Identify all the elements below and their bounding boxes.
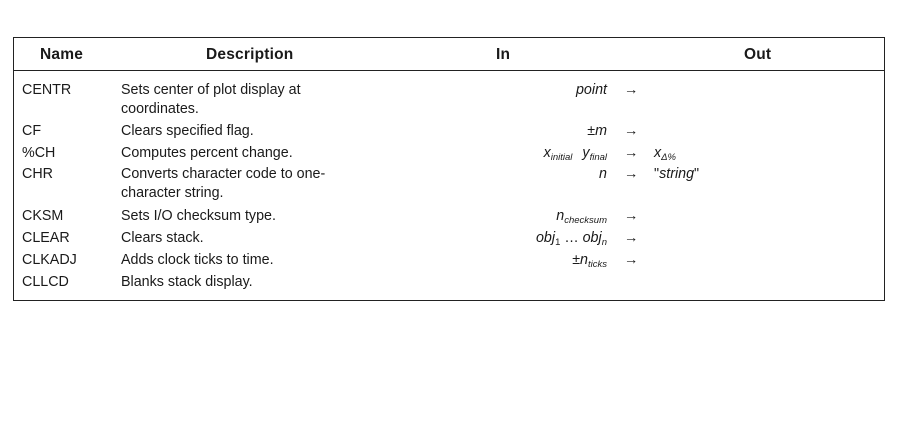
command-name: %CH xyxy=(22,145,56,161)
command-input xyxy=(536,229,607,248)
command-name: CKSM xyxy=(22,208,64,224)
command-name: CENTR xyxy=(22,82,72,98)
input-var: n xyxy=(580,252,588,268)
input-x-sub: initial xyxy=(550,152,573,163)
open-quote: " xyxy=(654,166,660,182)
command-name: CHR xyxy=(22,166,53,182)
input-x: x xyxy=(543,145,551,161)
command-input xyxy=(587,122,607,141)
arrow-icon: → xyxy=(624,166,639,182)
command-name: CF xyxy=(22,123,42,139)
command-input: point xyxy=(575,82,607,98)
ellipsis: … xyxy=(560,230,583,246)
header-description: Description xyxy=(206,46,294,63)
arrow-icon: → xyxy=(624,230,639,246)
header-in: In xyxy=(496,46,511,63)
table-header xyxy=(14,38,884,71)
input-obj-1: obj xyxy=(535,230,556,246)
command-description: Adds clock ticks to time. xyxy=(121,252,274,268)
command-input xyxy=(572,251,607,270)
output-x: x xyxy=(654,145,662,161)
command-input xyxy=(556,207,607,226)
command-description: Sets I/O checksum type. xyxy=(121,208,276,224)
input-sub: ticks xyxy=(588,259,607,270)
command-table xyxy=(13,37,885,301)
input-obj-n-sub: n xyxy=(601,237,607,248)
arrow-icon: → xyxy=(624,82,639,98)
command-output xyxy=(654,144,676,163)
command-description: Blanks stack display. xyxy=(121,274,253,290)
plus-minus-sign: ± xyxy=(587,123,596,139)
input-y: y xyxy=(582,145,590,161)
command-description: Computes percent change. xyxy=(121,145,293,161)
input-sub: checksum xyxy=(564,215,607,226)
header-out: Out xyxy=(744,46,772,63)
input-obj-1-sub: 1 xyxy=(555,237,561,248)
arrow-icon: → xyxy=(624,145,639,161)
arrow-icon: → xyxy=(624,123,639,139)
close-quote: " xyxy=(694,166,700,182)
command-input: n xyxy=(599,166,607,182)
input-var: m xyxy=(595,123,607,139)
command-description: Sets center of plot display at coordinates. xyxy=(121,82,301,117)
header-name: Name xyxy=(40,46,84,63)
command-name: CLKADJ xyxy=(22,252,77,268)
command-output xyxy=(654,165,699,184)
command-description: Clears specified flag. xyxy=(121,123,254,139)
plus-minus-sign: ± xyxy=(572,252,581,268)
command-description: Converts character code to one-character string. xyxy=(121,166,326,201)
input-obj-n: obj xyxy=(582,230,602,246)
output-x-sub: Δ% xyxy=(661,152,676,163)
arrow-icon: → xyxy=(624,252,639,268)
input-var: n xyxy=(556,208,565,224)
command-name: CLLCD xyxy=(22,274,69,290)
arrow-icon: → xyxy=(624,208,639,224)
command-input xyxy=(544,144,607,163)
command-name: CLEAR xyxy=(22,230,70,246)
output-string: string xyxy=(659,166,695,182)
input-y-sub: final xyxy=(589,152,607,163)
command-description: Clears stack. xyxy=(121,230,204,246)
